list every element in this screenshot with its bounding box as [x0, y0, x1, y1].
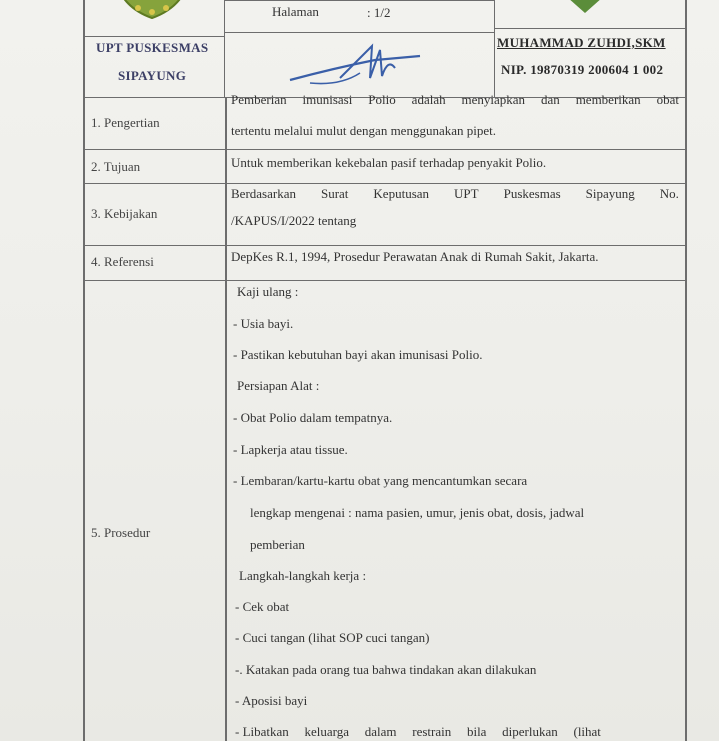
label-referensi: 4. Referensi	[91, 254, 154, 269]
word: keluarga	[304, 724, 350, 739]
prosedur-line: -. Katakan pada orang tua bahwa tindakan akan dilakukan	[235, 662, 537, 677]
health-logo-icon	[535, 0, 635, 22]
prosedur-line: - Lapkerja atau tissue.	[233, 442, 348, 457]
header-top-line-right	[494, 28, 686, 29]
word: Sipayung	[585, 186, 635, 201]
prosedur-line: - Obat Polio dalam tempatnya.	[233, 410, 393, 425]
word: No.	[659, 186, 679, 201]
word: dan	[540, 92, 560, 107]
prosedur-line: - Pastikan kebutuhan bayi akan imunisasi Polio.	[233, 347, 483, 362]
kebijakan-line2: /KAPUS/I/2022 tentang	[231, 213, 357, 228]
pengertian-line2: tertentu melalui mulut dengan menggunakan pipet.	[231, 123, 496, 138]
prosedur-line: Persiapan Alat :	[237, 378, 320, 393]
kebijakan-line1	[231, 186, 679, 202]
org-name-line2: SIPAYUNG	[118, 68, 187, 83]
word: restrain	[412, 724, 452, 739]
org-name-line1: UPT PUSKESMAS	[96, 40, 209, 55]
word: imunisasi	[302, 92, 353, 107]
label-column-divider	[225, 97, 227, 741]
header-top-line-left	[83, 36, 225, 37]
signer-nip: NIP. 19870319 200604 1 002	[501, 62, 664, 77]
word: Pemberian	[231, 92, 287, 107]
signer-name: MUHAMMAD ZUHDI,SKM	[497, 35, 666, 50]
outer-left-border	[83, 0, 85, 741]
word: Keputusan	[373, 186, 430, 201]
word: Berdasarkan	[231, 186, 296, 201]
word: Puskesmas	[503, 186, 561, 201]
regency-logo-icon	[105, 0, 200, 22]
label-tujuan: 2. Tujuan	[91, 159, 141, 174]
prosedur-line: pemberian	[250, 537, 305, 552]
word: diperlukan	[502, 724, 558, 739]
row-line-2	[83, 149, 686, 150]
prosedur-line: lengkap mengenai : nama pasien, umur, jenis obat, dosis, jadwal	[250, 505, 585, 520]
row-line-4	[83, 245, 686, 246]
word: memberikan	[575, 92, 641, 107]
halaman-bottom-line	[224, 32, 494, 33]
row-line-5	[83, 280, 686, 281]
word: UPT	[454, 186, 479, 201]
word: obat	[656, 92, 679, 107]
word: adalah	[411, 92, 446, 107]
halaman-top-line	[224, 0, 494, 1]
pengertian-line1	[231, 92, 679, 108]
header-divider-right	[494, 0, 495, 97]
label-kebijakan: 3. Kebijakan	[91, 206, 158, 221]
prosedur-line: - Cek obat	[235, 599, 290, 614]
prosedur-last-line	[235, 724, 601, 740]
label-pengertian: 1. Pengertian	[91, 115, 160, 130]
word: menyiapkan	[461, 92, 526, 107]
prosedur-line: - Aposisi bayi	[235, 693, 308, 708]
word: Polio	[368, 92, 396, 107]
signature-icon	[280, 38, 440, 98]
word: Surat	[320, 186, 349, 201]
word: - Libatkan	[235, 724, 289, 739]
label-prosedur: 5. Prosedur	[91, 525, 151, 540]
referensi-text: DepKes R.1, 1994, Prosedur Perawatan Anak di Rumah Sakit, Jakarta.	[231, 249, 599, 264]
prosedur-line: - Lembaran/kartu-kartu obat yang mencantumkan secara	[233, 473, 528, 488]
prosedur-line: Kaji ulang :	[237, 284, 299, 299]
word: dalam	[364, 724, 397, 739]
halaman-value: : 1/2	[367, 5, 391, 20]
word: (lihat	[573, 724, 601, 739]
tujuan-text: Untuk memberikan kekebalan pasif terhadap penyakit Polio.	[231, 155, 547, 170]
prosedur-line: - Usia bayi.	[233, 316, 294, 331]
halaman-label: Halaman	[272, 4, 319, 19]
header-divider-left	[224, 0, 225, 97]
prosedur-line: Langkah-langkah kerja :	[239, 568, 367, 583]
row-line-3	[83, 183, 686, 184]
outer-right-border	[685, 0, 687, 741]
word: bila	[466, 724, 487, 739]
prosedur-line: - Cuci tangan (lihat SOP cuci tangan)	[235, 630, 430, 645]
